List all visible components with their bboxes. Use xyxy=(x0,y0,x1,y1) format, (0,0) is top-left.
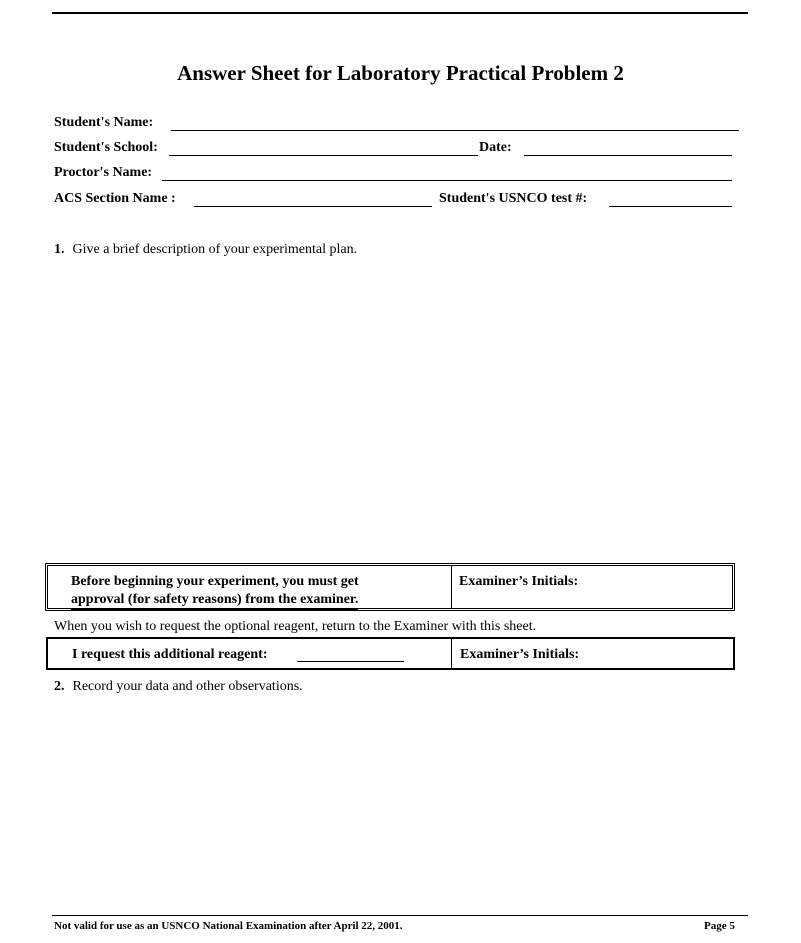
answer-area-2[interactable] xyxy=(54,702,744,902)
reagent-note: When you wish to request the optional reagent, return to the Examiner with this sheet. xyxy=(54,619,537,634)
page-title: Answer Sheet for Laboratory Practical Problem 2 xyxy=(177,61,624,85)
acs-section-line[interactable] xyxy=(194,206,432,207)
question-2-text: Record your data and other observations. xyxy=(72,679,303,694)
approval-divider xyxy=(451,566,452,608)
question-1-text: Give a brief description of your experimental plan. xyxy=(72,242,358,257)
approval-examiner-initials[interactable]: Examiner’s Initials: xyxy=(459,574,579,589)
reagent-box xyxy=(46,637,735,670)
date-label: Date: xyxy=(479,140,512,155)
student-name-label: Student's Name: xyxy=(54,115,154,130)
proctor-name-label: Proctor's Name: xyxy=(54,165,153,180)
student-school-line[interactable] xyxy=(169,155,478,156)
approval-instruction-line2: approval (for safety reasons) from the examiner. xyxy=(71,591,358,610)
question-2 xyxy=(54,679,303,695)
usnco-test-label: Student's USNCO test #: xyxy=(439,191,588,206)
acs-section-label: ACS Section Name : xyxy=(54,191,176,206)
approval-instruction-line1: Before beginning your experiment, you must get xyxy=(71,574,359,589)
question-2-number: 2. xyxy=(54,679,65,694)
reagent-request-line[interactable] xyxy=(297,661,404,662)
date-line[interactable] xyxy=(524,155,732,156)
answer-area-1[interactable] xyxy=(54,265,744,555)
top-rule xyxy=(52,12,748,14)
student-name-line[interactable] xyxy=(171,130,739,131)
student-school-label: Student's School: xyxy=(54,140,158,155)
approval-box xyxy=(45,563,735,611)
approval-instruction xyxy=(71,573,359,610)
footer-validity: Not valid for use as an USNCO National Examination after April 22, 2001. xyxy=(54,920,403,932)
footer-rule xyxy=(52,915,748,916)
question-1 xyxy=(54,242,357,258)
reagent-request-label: I request this additional reagent: xyxy=(72,647,268,662)
reagent-divider xyxy=(451,639,452,668)
reagent-examiner-initials[interactable]: Examiner’s Initials: xyxy=(460,647,580,662)
footer-page-number: Page 5 xyxy=(704,920,735,932)
proctor-name-line[interactable] xyxy=(162,180,732,181)
question-1-number: 1. xyxy=(54,242,65,257)
usnco-test-line[interactable] xyxy=(609,206,732,207)
